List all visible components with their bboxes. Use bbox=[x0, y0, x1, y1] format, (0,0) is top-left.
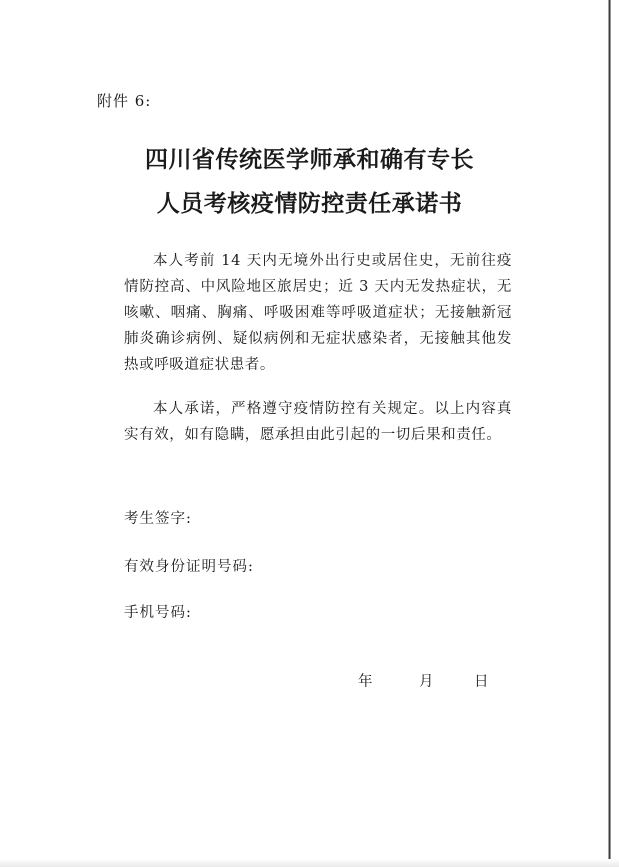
phone-field-label: 手机号码: bbox=[124, 605, 192, 621]
commitment-paragraph-2: 本人承诺，严格遵守疫情防控有关规定。以上内容真实有效，如有隐瞒，愿承担由此引起的一切后果和责任。 bbox=[124, 401, 512, 443]
scan-edge-right bbox=[608, 0, 611, 867]
attachment-label: 附件 6: bbox=[97, 92, 152, 110]
date-day-label: 日 bbox=[474, 674, 489, 690]
document-title-line-2: 人员考核疫情防控责任承诺书 bbox=[156, 190, 463, 217]
commitment-paragraph-1: 本人考前 14 天内无境外出行史或居住史，无前往疫情防控高、中风险地区旅居史；近 3 天内无发热症状，无咳嗽、咽痛、胸痛、呼吸困难等呼吸道症状；无接触新冠肺炎确诊病例、疑似病例和无症状感染者，无接触其他发热或呼吸道症状患者。 bbox=[124, 253, 512, 373]
signature-field-label: 考生签字: bbox=[124, 511, 192, 527]
date-month-label: 月 bbox=[419, 674, 434, 690]
document-title-line-1: 四川省传统医学师承和确有专长 bbox=[145, 146, 474, 173]
scan-edge-bottom bbox=[0, 859, 619, 867]
date-year-label: 年 bbox=[358, 674, 373, 690]
id-number-field-label: 有效身份证明号码: bbox=[124, 559, 254, 575]
